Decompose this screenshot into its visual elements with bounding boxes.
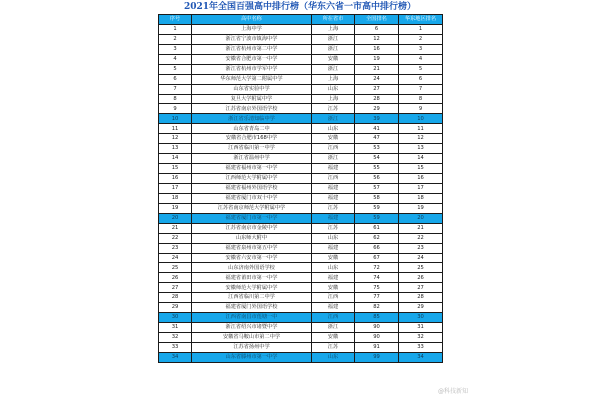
cell-province: 山东 (312, 84, 355, 94)
cell-east-china-rank: 17 (399, 183, 443, 193)
cell-index: 6 (159, 74, 192, 84)
cell-index: 13 (159, 144, 192, 154)
header-national-rank: 全国排名 (355, 15, 399, 25)
cell-province: 江西 (312, 313, 355, 323)
cell-index: 20 (159, 213, 192, 223)
cell-school-name: 江苏省扬州中学 (192, 342, 312, 352)
cell-province: 福建 (312, 193, 355, 203)
cell-index: 14 (159, 154, 192, 164)
table-row (159, 183, 443, 193)
table-row (159, 283, 443, 293)
cell-index: 5 (159, 64, 192, 74)
cell-national-rank: 91 (355, 342, 399, 352)
cell-index: 8 (159, 94, 192, 104)
cell-national-rank: 59 (355, 203, 399, 213)
cell-province: 浙江 (312, 154, 355, 164)
cell-province: 江西 (312, 144, 355, 154)
cell-province: 福建 (312, 273, 355, 283)
cell-east-china-rank: 28 (399, 293, 443, 303)
cell-national-rank: 53 (355, 144, 399, 154)
cell-national-rank: 16 (355, 44, 399, 54)
cell-national-rank: 72 (355, 263, 399, 273)
ranking-table (158, 14, 443, 363)
cell-east-china-rank: 22 (399, 233, 443, 243)
cell-national-rank: 39 (355, 114, 399, 124)
cell-province: 浙江 (312, 64, 355, 74)
cell-province: 山东 (312, 352, 355, 362)
cell-index: 9 (159, 104, 192, 114)
cell-province: 江西 (312, 293, 355, 303)
cell-province: 福建 (312, 243, 355, 253)
cell-index: 12 (159, 134, 192, 144)
cell-national-rank: 55 (355, 164, 399, 174)
cell-index: 4 (159, 54, 192, 64)
cell-province: 福建 (312, 164, 355, 174)
table-row (159, 333, 443, 343)
table-row (159, 144, 443, 154)
cell-east-china-rank: 13 (399, 144, 443, 154)
cell-school-name: 江苏省南京外国语学校 (192, 104, 312, 114)
cell-school-name: 浙江省杭州市第二中学 (192, 44, 312, 54)
table-row (159, 74, 443, 84)
table-row (159, 64, 443, 74)
cell-east-china-rank: 10 (399, 114, 443, 124)
table-row (159, 323, 443, 333)
cell-east-china-rank: 32 (399, 333, 443, 343)
cell-province: 安徽 (312, 134, 355, 144)
cell-national-rank: 19 (355, 54, 399, 64)
header-index: 序号 (159, 15, 192, 25)
table-row (159, 104, 443, 114)
cell-east-china-rank: 19 (399, 203, 443, 213)
cell-province: 江苏 (312, 342, 355, 352)
cell-national-rank: 57 (355, 183, 399, 193)
cell-national-rank: 90 (355, 333, 399, 343)
cell-east-china-rank: 34 (399, 352, 443, 362)
cell-province: 山东 (312, 233, 355, 243)
table-row (159, 303, 443, 313)
table-row (159, 293, 443, 303)
cell-national-rank: 66 (355, 243, 399, 253)
cell-national-rank: 41 (355, 124, 399, 134)
cell-province: 浙江 (312, 114, 355, 124)
cell-national-rank: 54 (355, 154, 399, 164)
table-row (159, 193, 443, 203)
cell-east-china-rank: 27 (399, 283, 443, 293)
cell-east-china-rank: 16 (399, 174, 443, 184)
table-row (159, 243, 443, 253)
cell-east-china-rank: 30 (399, 313, 443, 323)
cell-school-name: 华东师范大学第二附属中学 (192, 74, 312, 84)
cell-national-rank: 67 (355, 253, 399, 263)
cell-east-china-rank: 3 (399, 44, 443, 54)
cell-index: 23 (159, 243, 192, 253)
cell-school-name: 福建省福州外国语学校 (192, 183, 312, 193)
table-row (159, 263, 443, 273)
cell-east-china-rank: 5 (399, 64, 443, 74)
cell-national-rank: 27 (355, 84, 399, 94)
cell-index: 19 (159, 203, 192, 213)
table-row (159, 203, 443, 213)
cell-index: 22 (159, 233, 192, 243)
cell-east-china-rank: 11 (399, 124, 443, 134)
cell-index: 15 (159, 164, 192, 174)
cell-school-name: 山东师大附中 (192, 233, 312, 243)
cell-school-name: 山东省青岛二中 (192, 124, 312, 134)
table-row (159, 154, 443, 164)
watermark: @科技新知 (438, 388, 469, 395)
cell-index: 26 (159, 273, 192, 283)
table-row (159, 114, 443, 124)
cell-national-rank: 47 (355, 134, 399, 144)
cell-province: 安徽 (312, 333, 355, 343)
cell-school-name: 福建省厦门市双十中学 (192, 193, 312, 203)
cell-east-china-rank: 4 (399, 54, 443, 64)
cell-school-name: 浙江省温州中学 (192, 154, 312, 164)
cell-province: 浙江 (312, 44, 355, 54)
cell-school-name: 福建省福州市第一中学 (192, 164, 312, 174)
cell-east-china-rank: 21 (399, 223, 443, 233)
cell-east-china-rank: 23 (399, 243, 443, 253)
cell-index: 33 (159, 342, 192, 352)
cell-school-name: 浙江省杭州市学军中学 (192, 64, 312, 74)
header-school-name: 高中名称 (192, 15, 312, 25)
cell-index: 2 (159, 34, 192, 44)
cell-school-name: 安徽省合肥市第一中学 (192, 54, 312, 64)
cell-school-name: 浙江省宁波市镇海中学 (192, 34, 312, 44)
cell-school-name: 安徽省六安市第一中学 (192, 253, 312, 263)
cell-east-china-rank: 29 (399, 303, 443, 313)
cell-east-china-rank: 14 (399, 154, 443, 164)
cell-province: 安徽 (312, 283, 355, 293)
cell-east-china-rank: 9 (399, 104, 443, 114)
cell-index: 10 (159, 114, 192, 124)
cell-province: 江苏 (312, 203, 355, 213)
cell-province: 江苏 (312, 104, 355, 114)
cell-national-rank: 21 (355, 64, 399, 74)
cell-school-name: 江苏省南京师范大学附属中学 (192, 203, 312, 213)
cell-east-china-rank: 6 (399, 74, 443, 84)
cell-index: 27 (159, 283, 192, 293)
cell-east-china-rank: 12 (399, 134, 443, 144)
cell-index: 34 (159, 352, 192, 362)
cell-index: 18 (159, 193, 192, 203)
cell-east-china-rank: 18 (399, 193, 443, 203)
cell-index: 28 (159, 293, 192, 303)
cell-school-name: 福建省莆田市第一中学 (192, 273, 312, 283)
cell-east-china-rank: 33 (399, 342, 443, 352)
cell-province: 江西 (312, 174, 355, 184)
cell-index: 31 (159, 323, 192, 333)
cell-province: 安徽 (312, 54, 355, 64)
table-row (159, 54, 443, 64)
cell-index: 11 (159, 124, 192, 134)
table-row (159, 342, 443, 352)
table-row (159, 44, 443, 54)
cell-index: 7 (159, 84, 192, 94)
table-row (159, 84, 443, 94)
cell-school-name: 福建省泉州市第五中学 (192, 243, 312, 253)
table-row (159, 164, 443, 174)
cell-national-rank: 85 (355, 313, 399, 323)
cell-school-name: 江苏省南京市金陵中学 (192, 223, 312, 233)
cell-school-name: 福建省厦门市第一中学 (192, 213, 312, 223)
cell-school-name: 福建省厦门外国语学校 (192, 303, 312, 313)
cell-province: 福建 (312, 183, 355, 193)
cell-national-rank: 99 (355, 352, 399, 362)
table-row (159, 34, 443, 44)
cell-national-rank: 75 (355, 283, 399, 293)
cell-school-name: 安徽师范大学附属中学 (192, 283, 312, 293)
table-row (159, 213, 443, 223)
cell-province: 上海 (312, 94, 355, 104)
table-row (159, 174, 443, 184)
cell-province: 福建 (312, 213, 355, 223)
cell-school-name: 浙江省乐清知临中学 (192, 114, 312, 124)
cell-province: 江苏 (312, 223, 355, 233)
cell-school-name: 安徽省合肥市168中学 (192, 134, 312, 144)
cell-east-china-rank: 7 (399, 84, 443, 94)
table-row (159, 273, 443, 283)
cell-national-rank: 77 (355, 293, 399, 303)
cell-province: 浙江 (312, 323, 355, 333)
cell-index: 25 (159, 263, 192, 273)
cell-school-name: 山东省实验中学 (192, 84, 312, 94)
table-row (159, 124, 443, 134)
cell-school-name: 浙江省绍兴市诸暨中学 (192, 323, 312, 333)
cell-national-rank: 61 (355, 223, 399, 233)
cell-national-rank: 58 (355, 193, 399, 203)
table-row (159, 134, 443, 144)
header-province: 所在省市 (312, 15, 355, 25)
cell-index: 32 (159, 333, 192, 343)
cell-school-name: 江西省临川第二中学 (192, 293, 312, 303)
cell-national-rank: 56 (355, 174, 399, 184)
cell-province: 安徽 (312, 253, 355, 263)
cell-province: 上海 (312, 24, 355, 34)
cell-national-rank: 90 (355, 323, 399, 333)
cell-east-china-rank: 25 (399, 263, 443, 273)
table-row (159, 313, 443, 323)
cell-province: 上海 (312, 74, 355, 84)
table-row (159, 223, 443, 233)
cell-national-rank: 59 (355, 213, 399, 223)
cell-index: 17 (159, 183, 192, 193)
cell-school-name: 山东省滕州市第一中学 (192, 352, 312, 362)
cell-index: 21 (159, 223, 192, 233)
cell-index: 1 (159, 24, 192, 34)
cell-east-china-rank: 31 (399, 323, 443, 333)
table-row (159, 233, 443, 243)
cell-national-rank: 74 (355, 273, 399, 283)
cell-school-name: 江西省临川第一中学 (192, 144, 312, 154)
header-east-china-rank: 华东地区排名 (399, 15, 443, 25)
cell-national-rank: 24 (355, 74, 399, 84)
cell-east-china-rank: 15 (399, 164, 443, 174)
cell-east-china-rank: 20 (399, 213, 443, 223)
cell-province: 福建 (312, 303, 355, 313)
document-title: 2021年全国百强高中排行榜（华东六省一市高中排行榜） (183, 2, 417, 12)
cell-school-name: 江西省南昌市莲塘一中 (192, 313, 312, 323)
cell-province: 浙江 (312, 34, 355, 44)
cell-national-rank: 6 (355, 24, 399, 34)
cell-school-name: 安徽省马鞍山市第二中学 (192, 333, 312, 343)
cell-school-name: 山东济南外国语学校 (192, 263, 312, 273)
table-row (159, 94, 443, 104)
table-row (159, 253, 443, 263)
cell-national-rank: 82 (355, 303, 399, 313)
ranking-document (158, 0, 442, 400)
cell-east-china-rank: 2 (399, 34, 443, 44)
cell-east-china-rank: 1 (399, 24, 443, 34)
cell-national-rank: 62 (355, 233, 399, 243)
cell-school-name: 上海中学 (192, 24, 312, 34)
cell-index: 24 (159, 253, 192, 263)
table-row (159, 24, 443, 34)
cell-national-rank: 28 (355, 94, 399, 104)
cell-index: 16 (159, 174, 192, 184)
cell-east-china-rank: 26 (399, 273, 443, 283)
cell-national-rank: 12 (355, 34, 399, 44)
cell-east-china-rank: 8 (399, 94, 443, 104)
cell-index: 3 (159, 44, 192, 54)
cell-school-name: 复旦大学附属中学 (192, 94, 312, 104)
cell-east-china-rank: 24 (399, 253, 443, 263)
cell-index: 30 (159, 313, 192, 323)
cell-province: 山东 (312, 124, 355, 134)
cell-index: 29 (159, 303, 192, 313)
table-header-row (159, 15, 443, 25)
cell-school-name: 江西师范大学附属中学 (192, 174, 312, 184)
cell-national-rank: 29 (355, 104, 399, 114)
cell-province: 山东 (312, 263, 355, 273)
table-row (159, 352, 443, 362)
